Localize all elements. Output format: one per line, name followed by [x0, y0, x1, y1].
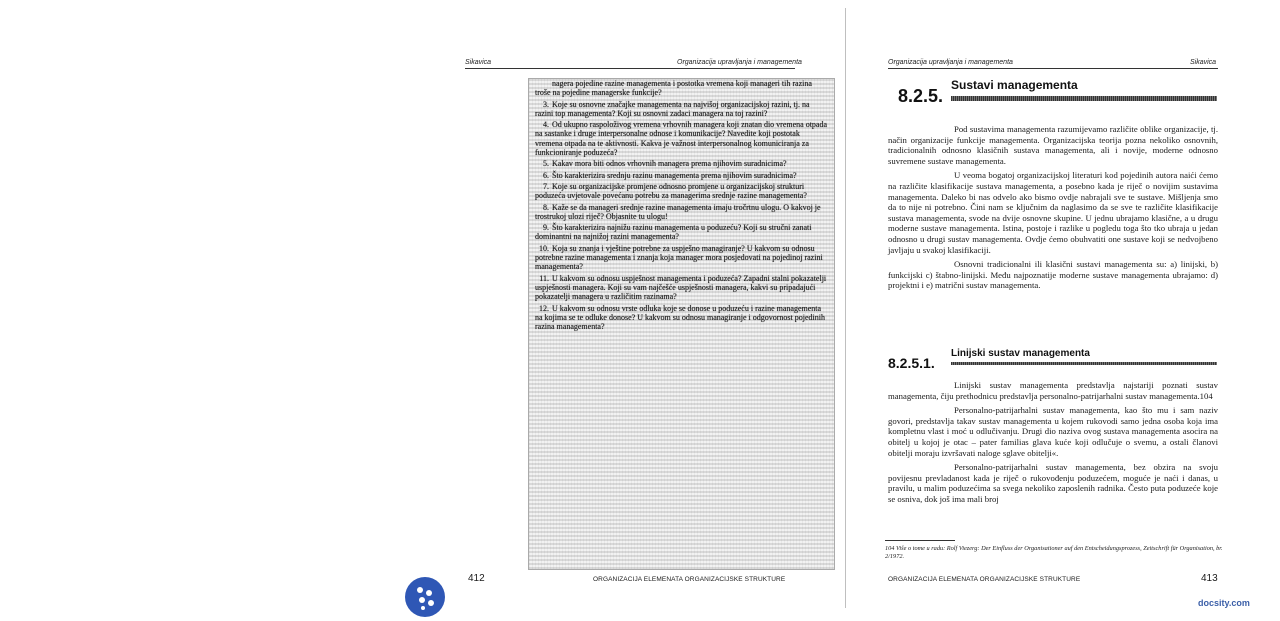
question-list: [529, 79, 834, 331]
question-text: Što karakterizira srednju razinu managementa prema njihovim suradnicima?: [552, 170, 797, 180]
question-item: [535, 171, 828, 180]
left-page-number: 412: [468, 573, 485, 584]
footnote-rule: [885, 540, 955, 541]
footnote: 104 Više o tome u radu: Rolf Viezerg: Der Einfluss der Organisationer auf den Entscheidungsprozess, Zeitschrift für Organisation, br. 2/1972.: [885, 545, 1223, 560]
section-title: Sustavi managementa: [951, 78, 1078, 92]
subsection-number: 8.2.5.1.: [888, 355, 935, 371]
docsity-watermark-text: docsity.com: [1198, 598, 1250, 608]
subsection-title-bar: [951, 362, 1217, 365]
right-footer: ORGANIZACIJA ELEMENATA ORGANIZACIJSKE STRUKTURE: [888, 576, 1081, 583]
question-number: 11.: [539, 273, 549, 283]
section-paragraph: Osnovni tradicionalni ili klasični sustavi managementa su: a) linijski, b) funkcijski c) štabno-linijski. Među najpoznatije moderne sustave managementa ubrajamo: d) projektni i e) matrični sustav managementa.: [888, 259, 1218, 291]
question-text: Koje su organizacijske promjene odnosno promjene u organizacijskoj strukturi poduzeća uvjetovale povećanu potrebu za managerima srednje razine managementa?: [535, 181, 807, 201]
question-item: [535, 159, 828, 168]
question-item: [535, 304, 828, 332]
question-text: Koja su znanja i vještine potrebne za uspješno managiranje? U kakvom su odnosu potrebne razine managementa i znanja koja manager mora posjedovati na pojedinoj razini managementa?: [535, 243, 823, 272]
question-number: 9.: [543, 223, 549, 233]
question-number: 6.: [543, 170, 549, 180]
question-text: nagera pojedine razine managementa i postotka vremena koji manageri tih razina troše na pojedine managerske funkcije?: [535, 79, 812, 98]
docsity-logo-icon: [405, 577, 445, 617]
right-header-author: Sikavica: [1190, 59, 1217, 66]
question-number: 3.: [543, 99, 549, 109]
question-item: [535, 182, 828, 201]
subsection-paragraph: Personalno-patrijarhalni sustav managementa, kao što mu i sam naziv govori, predstavlja takav sustav managementa u kojem rukovodi samo jedna osoba koja ima kompletnu vlast i moć u odlučivanju. Drugi dio naziva ovog sustava managementa asocira na obitelj u kojoj je otac – pater familias glava kuće koji odlučuje o svemu, a ostali članovi obitelji moraju izvršavati naloge sglave obitelji«.: [888, 405, 1218, 458]
question-text: Od ukupno raspoloživog vremena vrhovnih managera koji znatan dio vremena otpada na sastanke i druge interpersonalne odnose i komunikacije? Navedite koji postotak vremena otpada na te aktivnosti. Kakva je važnost interpersonalnog komuniciranja za funkcioniranje poduzeća?: [535, 120, 828, 158]
question-number: 4.: [543, 120, 549, 130]
left-footer: ORGANIZACIJA ELEMENATA ORGANIZACIJSKE STRUKTURE: [593, 576, 786, 583]
right-page: [855, 0, 1235, 621]
question-item: [535, 203, 828, 222]
page-gutter: [845, 8, 846, 608]
question-number: 10.: [539, 243, 549, 253]
question-item: [535, 274, 828, 302]
right-header-rule: [888, 68, 1218, 69]
question-item: [535, 244, 828, 272]
section-paragraph: Pod sustavima managementa razumijevamo različite oblike organizacije, tj. način organizacije funkcije managementa. Organizacijska teorija pozna nekoliko osnovnih, tradicionalnih odnosno klasičnih sustava managementa, ali i novije, moderne odnosno suvremene sustave managementa.: [888, 124, 1218, 166]
question-text: U kakvom su odnosu uspješnost managementa i poduzeća? Zapadni stalni pokazatelji uspješnosti managera. Koji su vam najčešće uspješnosti managera, kakvi su pripadajući pokazatelji managera u različitim razinama?: [535, 273, 827, 302]
question-number: 12.: [539, 303, 549, 313]
section-number: 8.2.5.: [898, 86, 944, 106]
left-header-author: Sikavica: [465, 59, 492, 66]
question-item: [535, 79, 828, 98]
question-text: Što karakterizira najnižu razinu managementa u poduzeću? Koji su stručni zanati dominantni na najnižoj razini managementa?: [535, 223, 812, 242]
subsection-text: [888, 380, 1218, 509]
left-page: [440, 0, 840, 621]
section-text: [888, 124, 1218, 295]
left-header-title: Organizacija upravljanja i managementa: [677, 59, 802, 66]
question-item: [535, 100, 828, 119]
question-item: [535, 120, 828, 157]
scanned-question-block: [528, 78, 835, 570]
subsection-title: Linijski sustav managementa: [951, 348, 1090, 359]
question-text: U kakvom su odnosu vrste odluka koje se donose u poduzeću i razine managementa na kojima se te odluke donose? U kakvom su odnosu managiranje i odgovornost pojedinih razina managementa?: [535, 303, 825, 332]
section-paragraph: U veoma bogatoj organizacijskoj literaturi kod pojedinih autora naići ćemo na različite klasifikacije sustava managementa, a posebno kada je riječ o novijim sustavima managementa. Daleko bi nas odvelo ako bismo ovdje nabrajali sve te sustave. Mišljenja smo da to nije ni potrebno. Čini nam se ključnim da naglasimo da se sve te različite klasifikacije sustava managementa, svode na dvije osnovne skupine. U jednu ubrajamo klasične, a u drugu moderne sustave managementa. Istina, postoje i razlike u pogledu toga što tko ubraja u jedan odnosno u drugi sustav managementa. Ovdje ćemo obuhvatiti one sustave koji se nedvojbeno javljaju u svakoj klasifikaciji.: [888, 170, 1218, 255]
question-text: Koje su osnovne značajke managementa na najvišoj organizacijskoj razini, tj. na razini top managementa? Koji su osnovni zadaci managera na toj razini?: [535, 99, 810, 118]
subsection-paragraph: Personalno-patrijarhalni sustav managementa, bez obzira na svoju povijesnu prevladanost kada je riječ o rukovođenju poduzećem, moguće je naći i danas, u pravilu, u malim poduzećima sa svega nekoliko zaposlenih radnika. Često puta poduzeće koje se osniva, dok još ima mali broj: [888, 462, 1218, 504]
section-title-bar: [951, 96, 1217, 101]
right-header-title: Organizacija upravljanja i managementa: [888, 59, 1013, 66]
question-item: [535, 223, 828, 242]
left-header-rule: [465, 68, 795, 69]
question-number: 8.: [543, 202, 549, 212]
question-number: 7.: [543, 181, 549, 191]
subsection-paragraph: Linijski sustav managementa predstavlja najstariji poznati sustav managementa, čiju prethodnicu predstavlja personalno-patrijarhalni sustav managementa.104: [888, 380, 1218, 401]
question-text: Kaže se da manageri srednje razine managementa imaju tročrtnu ulogu. O kakvoj je trostrukoj ulozi riječ? Objasnite tu ulogu!: [535, 202, 821, 221]
question-text: Kakav mora biti odnos vrhovnih managera prema njihovim suradnicima?: [552, 159, 787, 169]
right-page-number: 413: [1201, 573, 1218, 584]
question-number: 5.: [543, 159, 549, 169]
